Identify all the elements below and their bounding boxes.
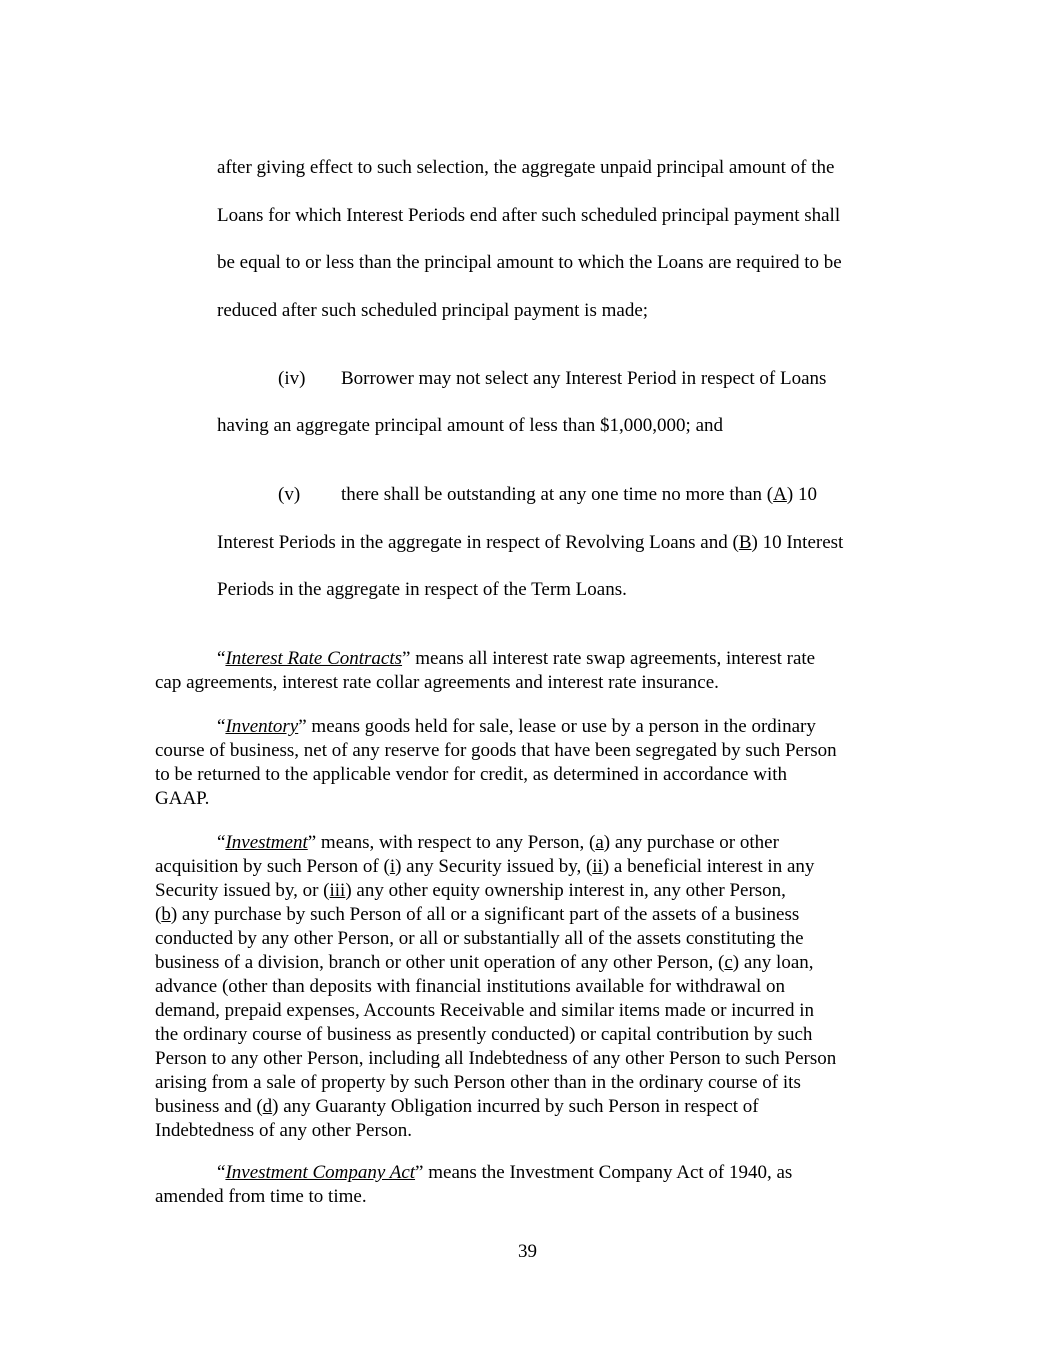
definition-investment-company-act: “Investment Company Act” means the Investment Company Act of 1940, as amended from time to time. [155,1162,793,1207]
text-line: Interest Periods in the aggregate in respect of Revolving Loans and (B) 10 Interest [217,532,844,553]
definition-inventory: “Inventory” means goods held for sale, lease or use by a person in the ordinary course of business, net of any reserve for goods that have been segregated by such Person to be returned to the applicable vendor for credit, as determined in accordance with GAAP. [155,716,837,809]
text-line: reduced after such scheduled principal payment is made; [217,299,649,321]
definition-investment: “Investment” means, with respect to any Person, (a) any purchase or other acquisition by such Person of (i) any Security issued by, (ii) a beneficial interest in any Security issued by, or (iii) any other equity ownership interest in, any other Person, (b) any purchase by such Person of all or a significant part of the assets of a business conducted by any other Person, or all or substantially all of the assets constituting the business of a division, branch or other unit operation of any other Person, (c) any loan, advance (other than deposits with financial institutions available for withdrawal on demand, prepaid expenses, Accounts Receivable and similar items made or incurred in the ordinary course of business as presently conducted) or capital contribution by such Person to any other Person, including all Indebtedness of any other Person to such Person arising from a sale of property by such Person other than in the ordinary course of its business and (d) any Guaranty Obligation incurred by such Person in respect of Indebtedness of any other Person. [155,832,837,1141]
text-line: having an aggregate principal amount of less than $1,000,000; and [217,415,724,436]
defined-term: Investment Company Act [225,1162,416,1183]
clause-v-label: (v) [278,484,301,505]
text-line: be equal to or less than the principal amount to which the Loans are required to be [217,252,842,274]
page-number: 39 [518,1241,537,1262]
clause-iv-label: (iv) [278,368,306,389]
defined-term: Investment [225,832,308,853]
clause-v-first-line: (v) there shall be outstanding at any one time no more than (A) 10 [278,484,817,505]
text-line: Periods in the aggregate in respect of the Term Loans. [217,579,627,600]
defined-term: Inventory [225,716,299,737]
defined-term: Interest Rate Contracts [225,648,403,669]
text-line: Loans for which Interest Periods end after such scheduled principal payment shall [217,204,841,226]
text-line: after giving effect to such selection, the aggregate unpaid principal amount of the [217,157,835,178]
definition-interest-rate-contracts: “Interest Rate Contracts” means all interest rate swap agreements, interest rate cap agreements, interest rate collar agreements and interest rate insurance. [155,648,816,693]
clause-iv-first-line [278,367,826,391]
clause-iii-continuation [217,144,907,334]
text-line: Borrower may not select any Interest Period in respect of Loans [341,368,827,389]
